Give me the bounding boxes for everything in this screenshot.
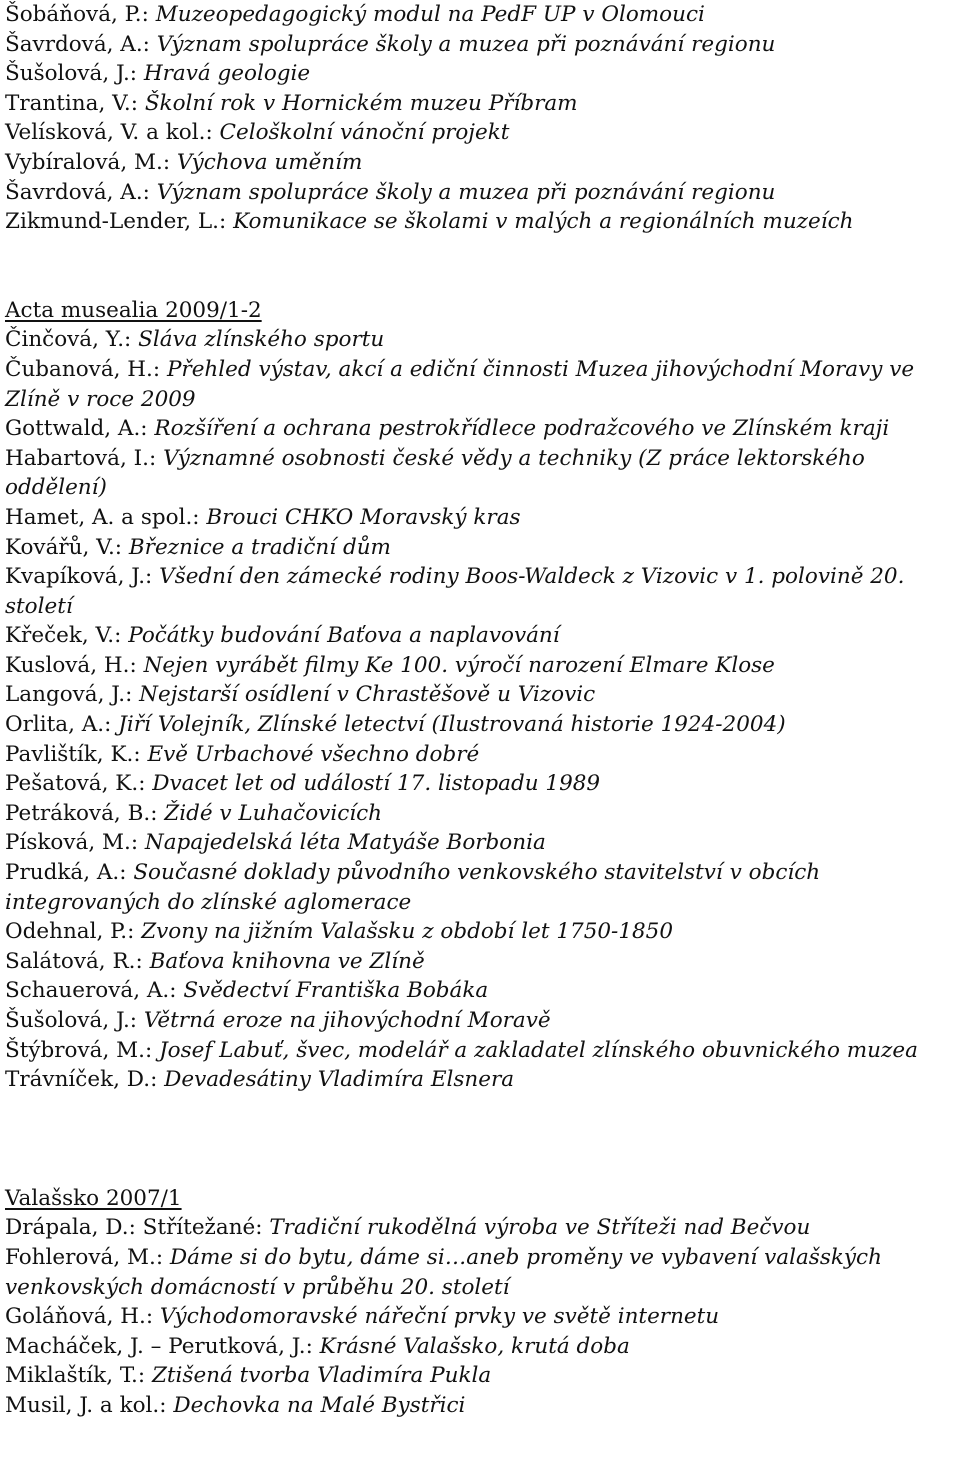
entry-title: Svědectví Františka Bobáka bbox=[183, 978, 489, 1004]
entry-author: Odehnal, P.: bbox=[5, 919, 142, 945]
entry-author: Schauerová, A.: bbox=[5, 978, 184, 1004]
entry-title: Sláva zlínského sportu bbox=[138, 327, 385, 353]
entry-title: Počátky budování Baťova a naplavování bbox=[128, 623, 560, 649]
entry-author: Langová, J.: bbox=[5, 682, 140, 708]
list-item bbox=[5, 1065, 960, 1095]
list-item bbox=[5, 414, 960, 444]
entry-author: Šušolová, J.: bbox=[5, 1008, 144, 1033]
list-item bbox=[5, 0, 960, 30]
list-item bbox=[5, 917, 960, 947]
entry-author: Salátová, R.: bbox=[5, 948, 150, 974]
entry-author: Kvapíková, J.: bbox=[5, 564, 160, 590]
entry-title: Význam spolupráce školy a muzea při poznávání regionu bbox=[156, 31, 776, 57]
entry-title: Výchova uměním bbox=[176, 149, 363, 175]
entry-title: Dáme si do bytu, dáme si…aneb proměny ve vybavení valašských venkovských domácností v průběhu 20. století bbox=[5, 1244, 882, 1300]
entry-title: Dechovka na Malé Bystřici bbox=[173, 1392, 466, 1418]
list-item bbox=[5, 1361, 960, 1391]
entry-title: Tradiční rukodělná výroba ve Stříteži nad Bečvou bbox=[269, 1215, 811, 1241]
list-item bbox=[5, 1006, 960, 1036]
entry-author: Musil, J. a kol.: bbox=[5, 1392, 174, 1418]
entry-title: Devadesátiny Vladimíra Elsnera bbox=[164, 1067, 515, 1093]
entry-author: Křeček, V.: bbox=[5, 623, 129, 649]
list-item bbox=[5, 562, 960, 621]
entry-title: Josef Labuť, švec, modelář a zakladatel zlínského obuvnického muzea bbox=[159, 1037, 918, 1063]
entry-title: Východomoravské nářeční prvky ve světě internetu bbox=[159, 1304, 720, 1330]
entry-author: Šušolová, J.: bbox=[5, 61, 144, 87]
list-item bbox=[5, 1213, 960, 1243]
list-item bbox=[5, 178, 960, 208]
entry-author: Hamet, A. a spol.: bbox=[5, 504, 207, 530]
entry-title: Ztišená tvorba Vladimíra Pukla bbox=[151, 1363, 492, 1389]
list-item bbox=[5, 799, 960, 829]
entry-author: Macháček, J. – Perutková, J.: bbox=[5, 1333, 320, 1359]
entry-title: Muzeopedagogický modul na PedF UP v Olomouci bbox=[155, 2, 705, 27]
entry-author: Habartová, I.: bbox=[5, 445, 164, 471]
entry-title: Celoškolní vánoční projekt bbox=[219, 120, 510, 146]
list-item bbox=[5, 828, 960, 858]
entry-author: Trantina, V.: bbox=[5, 90, 145, 116]
list-item bbox=[5, 621, 960, 651]
entry-title: Březnice a tradiční dům bbox=[128, 534, 391, 560]
list-item bbox=[5, 769, 960, 799]
list-item bbox=[5, 1391, 960, 1421]
list-item bbox=[5, 30, 960, 60]
section-continuation bbox=[5, 0, 960, 237]
entry-title: Komunikace se školami v malých a regionálních muzeích bbox=[233, 209, 854, 235]
list-item bbox=[5, 651, 960, 681]
entry-title: Jiří Volejník, Zlínské letectví (Ilustrovaná historie 1924-2004) bbox=[118, 712, 786, 738]
section-acta-musealia bbox=[5, 296, 960, 1095]
list-item bbox=[5, 207, 960, 237]
entry-author: Šobáňová, P.: bbox=[5, 2, 156, 27]
entry-author: Čubanová, H.: bbox=[5, 356, 167, 382]
list-item bbox=[5, 976, 960, 1006]
entry-title: Krásné Valašsko, krutá doba bbox=[319, 1333, 630, 1359]
section-heading: Valašsko 2007/1 bbox=[5, 1185, 182, 1211]
list-item bbox=[5, 947, 960, 977]
entry-title: Baťova knihovna ve Zlíně bbox=[149, 948, 425, 974]
list-item bbox=[5, 325, 960, 355]
entry-title: Židé v Luhačovicích bbox=[164, 800, 383, 826]
entry-title: Větrná eroze na jihovýchodní Moravě bbox=[143, 1008, 551, 1033]
entry-title: Zvony na jižním Valašsku z období let 1750-1850 bbox=[141, 919, 674, 945]
entry-title: Rozšíření a ochrana pestrokřídlece podražcového ve Zlínském kraji bbox=[154, 416, 890, 442]
entry-title: Hravá geologie bbox=[143, 61, 311, 87]
entry-author: Fohlerová, M.: bbox=[5, 1244, 170, 1270]
entry-title: Brouci CHKO Moravský kras bbox=[206, 504, 521, 530]
entry-title: Současné doklady původního venkovského stavitelství v obcích integrovaných do zlínské aglomerace bbox=[5, 860, 821, 915]
entry-title: Nejen vyrábět filmy Ke 100. výročí narození Elmare Klose bbox=[143, 652, 775, 678]
entry-author: Orlita, A.: bbox=[5, 712, 119, 738]
list-item bbox=[5, 858, 960, 917]
section-spacer bbox=[5, 237, 960, 296]
entry-title: Dvacet let od událostí 17. listopadu 1989 bbox=[152, 771, 601, 797]
entry-author: Šavrdová, A.: bbox=[5, 31, 157, 57]
entry-author: Miklaštík, T.: bbox=[5, 1363, 152, 1389]
entry-author: Činčová, Y.: bbox=[5, 327, 139, 353]
list-item bbox=[5, 1036, 960, 1066]
section-spacer bbox=[5, 1095, 960, 1184]
section-heading: Acta musealia 2009/1-2 bbox=[5, 297, 262, 323]
list-item bbox=[5, 444, 960, 503]
entry-author: Prudká, A.: bbox=[5, 860, 134, 886]
section-valassko bbox=[5, 1184, 960, 1421]
entry-title: Význam spolupráce školy a muzea při poznávání regionu bbox=[156, 179, 776, 205]
entry-author: Velísková, V. a kol.: bbox=[5, 120, 220, 146]
entry-author: Písková, M.: bbox=[5, 830, 145, 856]
list-item bbox=[5, 710, 960, 740]
entry-author: Zikmund-Lender, L.: bbox=[5, 209, 234, 235]
entry-author: Pavlištík, K.: bbox=[5, 741, 148, 767]
entry-author: Vybíralová, M.: bbox=[5, 149, 177, 175]
entry-title: Napajedelská léta Matyáše Borbonia bbox=[144, 830, 546, 856]
entry-author: Šavrdová, A.: bbox=[5, 179, 157, 205]
list-item bbox=[5, 355, 960, 414]
list-item bbox=[5, 118, 960, 148]
entry-author: Gottwald, A.: bbox=[5, 416, 155, 442]
entry-title: Evě Urbachové všechno dobré bbox=[147, 741, 480, 767]
entry-title: Nejstarší osídlení v Chrastěšově u Vizovic bbox=[139, 682, 596, 708]
list-item bbox=[5, 1302, 960, 1332]
list-item bbox=[5, 1332, 960, 1362]
entry-author: Pešatová, K.: bbox=[5, 771, 153, 797]
list-item bbox=[5, 533, 960, 563]
entry-author: Štýbrová, M.: bbox=[5, 1037, 160, 1063]
entry-author: Drápala, D.: Střítežané: bbox=[5, 1215, 270, 1241]
entry-author: Kuslová, H.: bbox=[5, 652, 144, 678]
entry-title: Všední den zámecké rodiny Boos-Waldeck z Vizovic v 1. polovině 20. století bbox=[5, 564, 905, 619]
entry-title: Významné osobnosti české vědy a techniky (Z práce lektorského oddělení) bbox=[5, 445, 865, 501]
entry-title: Přehled výstav, akcí a ediční činnosti Muzea jihovýchodní Moravy ve Zlíně v roce 2009 bbox=[5, 356, 915, 412]
list-item bbox=[5, 89, 960, 119]
entry-title: Školní rok v Hornickém muzeu Příbram bbox=[144, 90, 578, 116]
list-item bbox=[5, 740, 960, 770]
list-item bbox=[5, 1243, 960, 1302]
list-item bbox=[5, 59, 960, 89]
list-item bbox=[5, 680, 960, 710]
entry-author: Trávníček, D.: bbox=[5, 1067, 165, 1093]
list-item bbox=[5, 503, 960, 533]
list-item bbox=[5, 148, 960, 178]
entry-author: Petráková, B.: bbox=[5, 800, 165, 826]
entry-author: Goláňová, H.: bbox=[5, 1304, 160, 1330]
entry-author: Kovářů, V.: bbox=[5, 534, 129, 560]
